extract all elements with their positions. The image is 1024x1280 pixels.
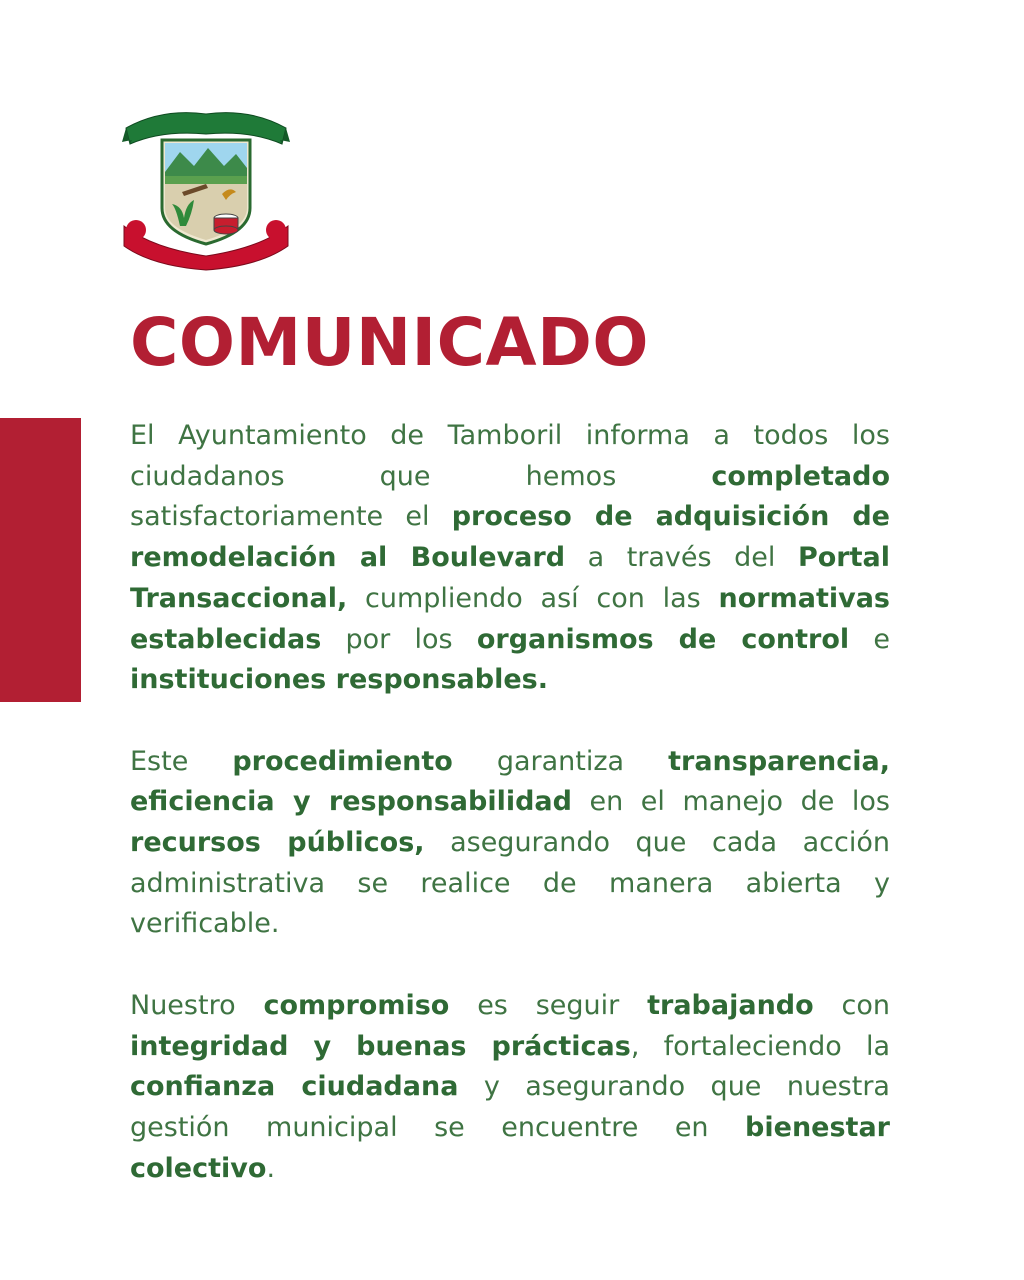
paragraph-3 — [130, 986, 890, 1190]
emphasis-text: instituciones responsables. — [130, 664, 548, 696]
text-run: es seguir — [449, 989, 648, 1021]
text-run: asegurando que cada acción administrativa se realice de manera abierta y verificable. — [130, 827, 890, 940]
text-run: cumpliendo así con las — [347, 582, 719, 614]
municipal-seal-logo — [122, 108, 290, 272]
text-run: , fortaleciendo la — [630, 1030, 890, 1062]
text-run: a través del — [565, 542, 798, 574]
text-run: El Ayuntamiento de Tamboril informa a todos los ciudadanos que hemos — [130, 420, 890, 492]
emphasis-text: organismos de control — [476, 623, 850, 655]
text-run: con — [813, 989, 890, 1021]
page-title: COMUNICADO — [130, 304, 650, 381]
text-run: Este — [130, 745, 233, 777]
text-run: garantiza — [452, 745, 669, 777]
communique-body — [130, 416, 890, 1230]
paragraph-2 — [130, 742, 890, 946]
text-run: en el manejo de los — [571, 786, 890, 818]
accent-side-bar — [0, 418, 81, 702]
text-run: Nuestro — [130, 989, 264, 1021]
emphasis-text: normativas establecidas — [130, 582, 890, 655]
emphasis-text: Portal Transaccional, — [130, 542, 890, 614]
paragraph-1 — [130, 416, 890, 701]
emphasis-text: recursos públicos, — [130, 827, 425, 859]
text-run: e — [849, 623, 890, 655]
text-run: . — [266, 1152, 276, 1184]
emphasis-text: trabajando — [647, 989, 814, 1021]
emphasis-text: transparencia, eficiencia y responsabilidad — [130, 745, 890, 818]
emphasis-text: compromiso — [263, 989, 450, 1021]
emphasis-text: confianza ciudadana — [130, 1071, 459, 1103]
emphasis-text: bienestar colectivo — [130, 1111, 890, 1184]
emphasis-text: procedimiento — [232, 745, 453, 777]
emphasis-text: proceso de adquisición de remodelación al Boulevard — [130, 501, 890, 574]
text-run: y asegurando que nuestra gestión municipal se encuentre en — [130, 1071, 890, 1143]
emphasis-text: integridad y buenas prácticas — [130, 1030, 631, 1062]
text-run: por los — [321, 623, 477, 655]
emphasis-text: completado — [711, 460, 890, 492]
text-run: satisfactoriamente el — [130, 501, 452, 533]
